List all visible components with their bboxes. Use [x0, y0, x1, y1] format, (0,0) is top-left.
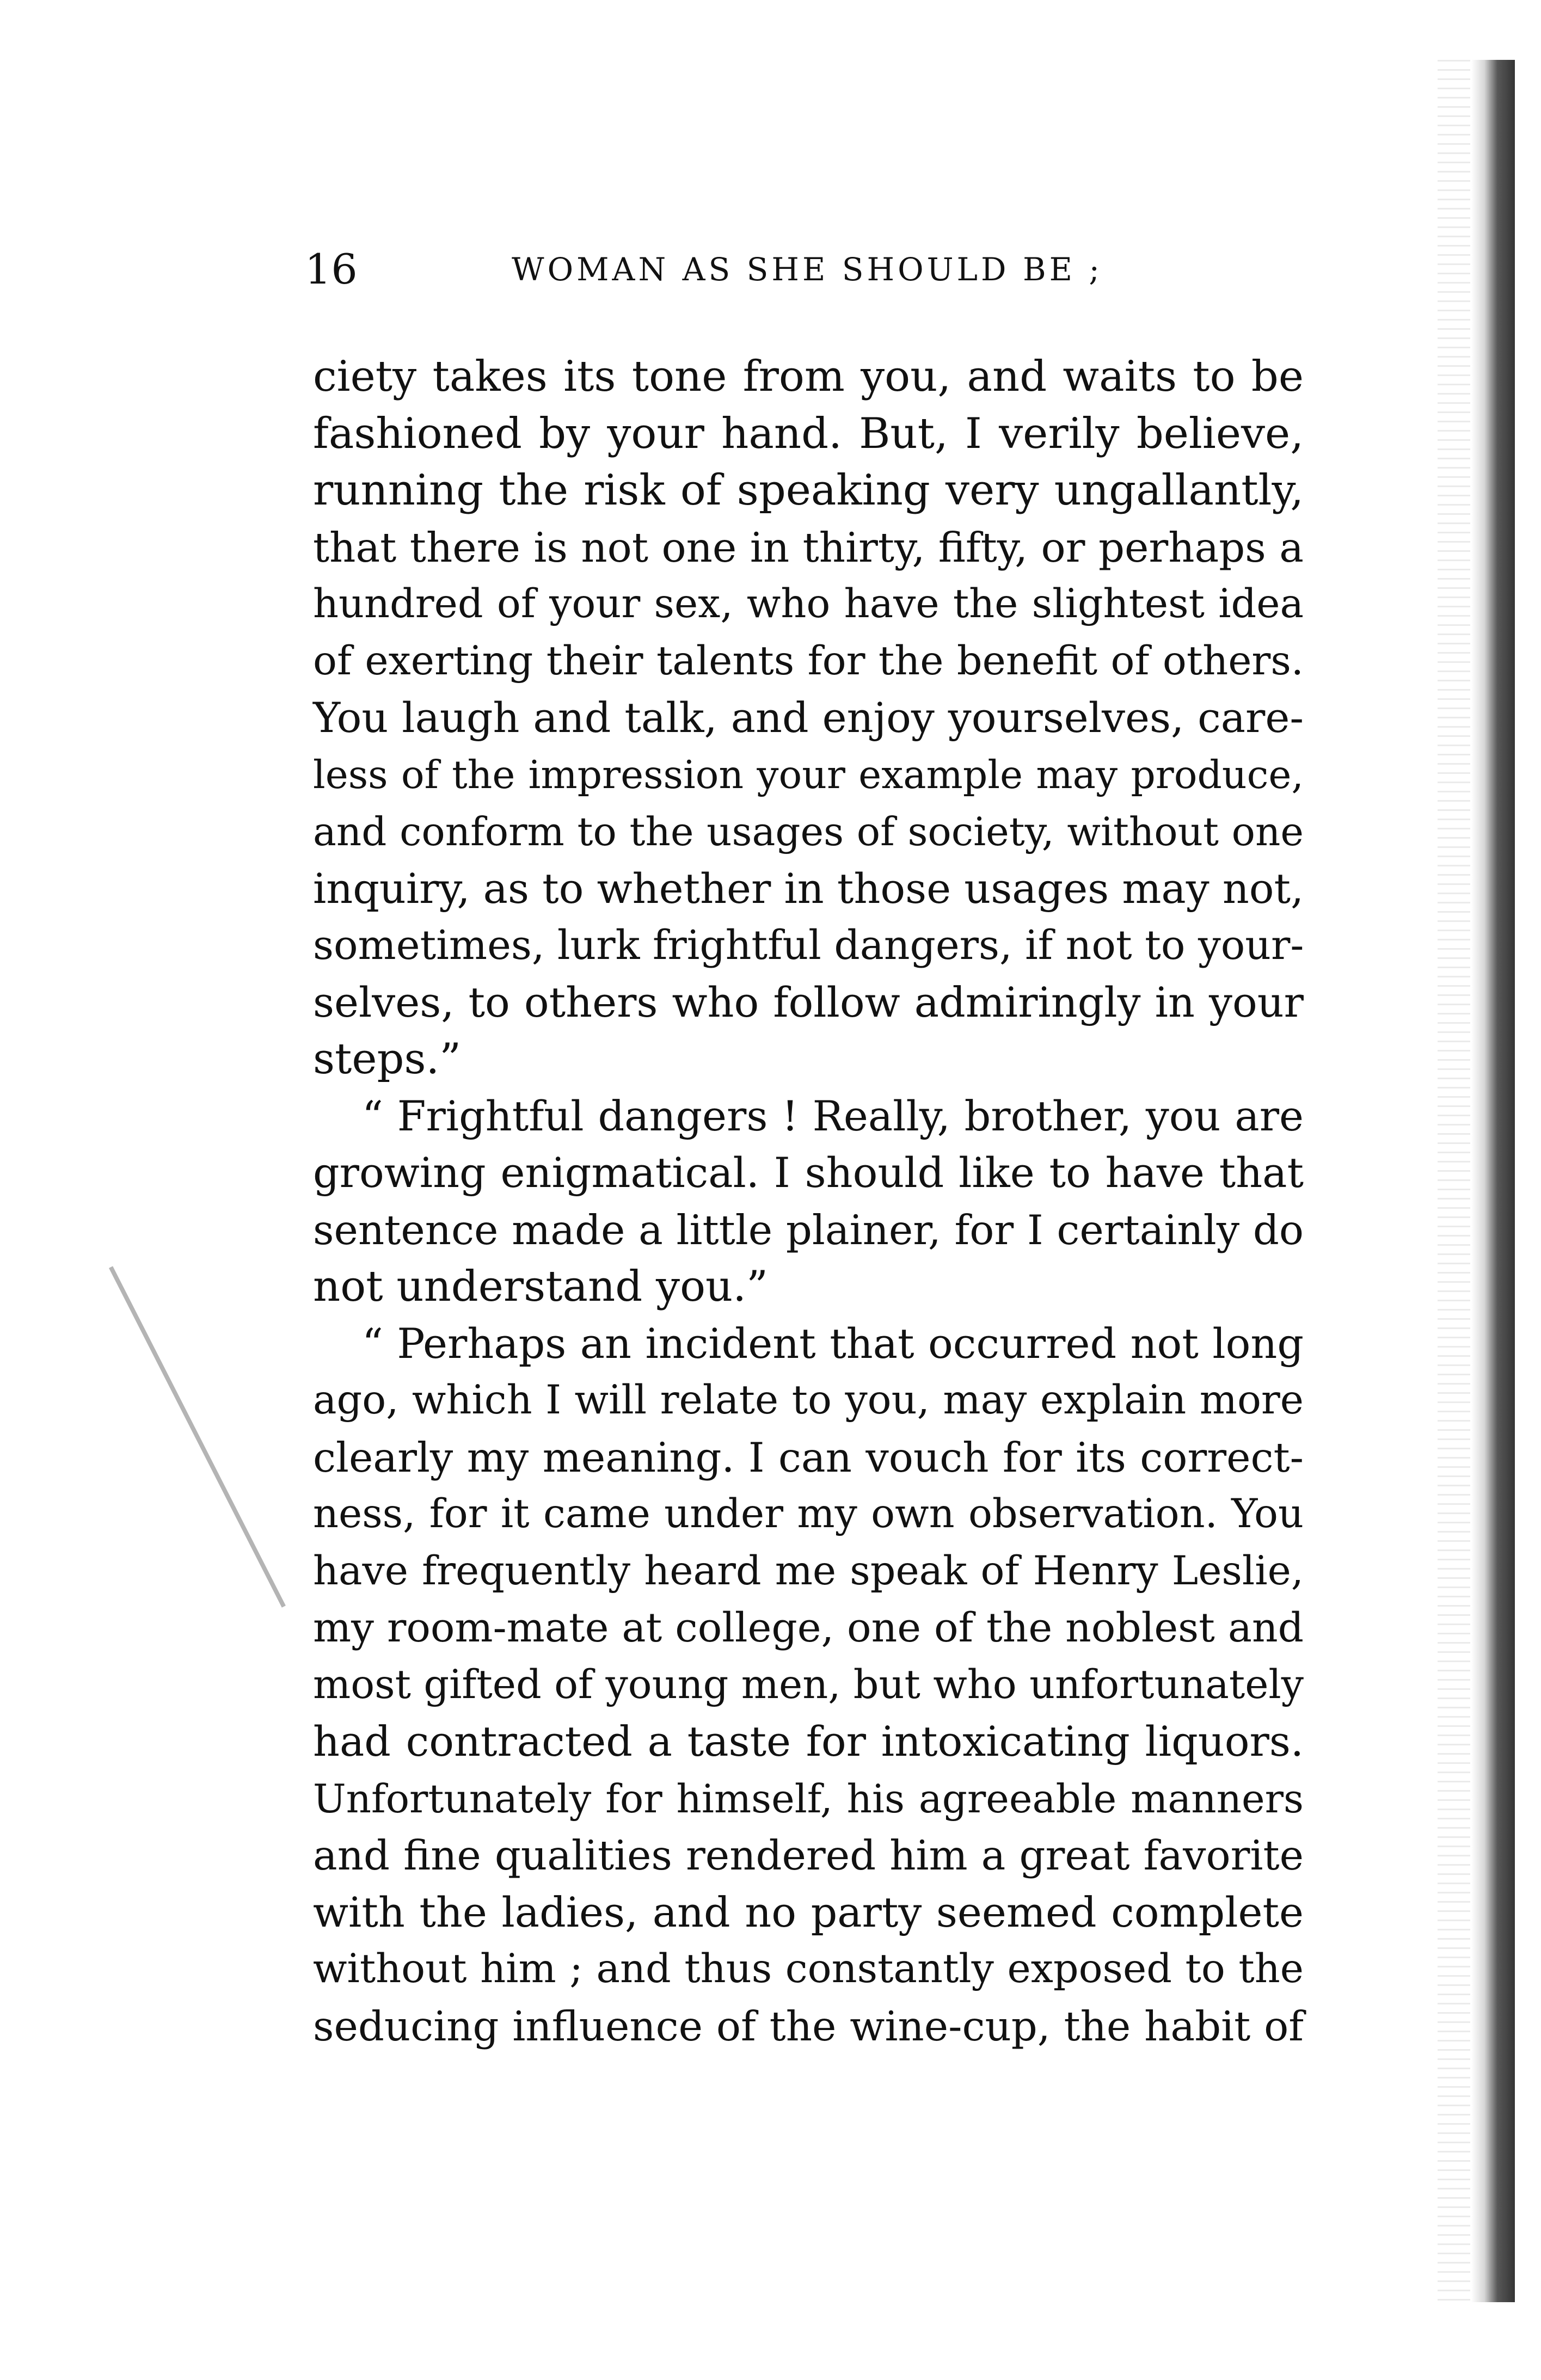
text-line: Unfortunately for himself, his agreeable manners — [313, 1775, 1304, 1822]
text-line: my room-mate at college, one of the noblest and — [313, 1604, 1304, 1651]
text-line: ness, for it came under my own observation. You — [313, 1491, 1304, 1537]
text-line: with the ladies, and no party seemed complete — [313, 1887, 1304, 1936]
text-line: and fine qualities rendered him a great favorite — [313, 1831, 1304, 1879]
text-line: seducing influence of the wine-cup, the habit of — [313, 2002, 1304, 2050]
text-line: most gifted of young men, but who unfortunately — [313, 1661, 1304, 1708]
text-line: sometimes, lurk frightful dangers, if not to your- — [313, 922, 1304, 969]
text-line: have frequently heard me speak of Henry Leslie, — [313, 1547, 1304, 1594]
text-line: running the risk of speaking very ungallantly, — [313, 466, 1304, 515]
page-header — [305, 239, 1317, 299]
text-line: You laugh and talk, and enjoy yourselves, care- — [313, 693, 1304, 742]
text-line: of exerting their talents for the benefit of others. — [313, 637, 1304, 684]
page-number: 16 — [305, 245, 358, 293]
text-line: less of the impression your example may produce, — [313, 752, 1304, 797]
text-line: fashioned by your hand. But, I verily believe, — [313, 409, 1304, 458]
text-line: selves, to others who follow admiringly in your — [313, 977, 1304, 1026]
text-line: that there is not one in thirty, fifty, or perhaps a — [313, 523, 1304, 571]
text-line: “ Frightful dangers ! Really, brother, you are — [362, 1091, 1304, 1140]
text-line: growing enigmatical. I should like to have that — [313, 1148, 1304, 1197]
text-line: ago, which I will relate to you, may explain more — [313, 1377, 1304, 1423]
text-line: without him ; and thus constantly exposed to the — [313, 1946, 1304, 1992]
text-line: hundred of your sex, who have the slightest idea — [313, 581, 1304, 627]
text-line: sentence made a little plainer, for I certainly do — [313, 1206, 1304, 1254]
pencil-mark — [109, 1266, 286, 1607]
text-line: not understand you.” — [313, 1262, 768, 1311]
gutter-speckle — [1438, 60, 1470, 2302]
text-line: ciety takes its tone from you, and waits to be — [313, 352, 1304, 401]
running-head: WOMAN AS SHE SHOULD BE ; — [512, 251, 1103, 288]
text-line: and conform to the usages of society, without one — [313, 809, 1304, 854]
text-line: clearly my meaning. I can vouch for its correct- — [313, 1433, 1304, 1481]
binding-shadow — [1471, 60, 1515, 2302]
text-line: steps.” — [313, 1035, 462, 1084]
text-line: “ Perhaps an incident that occurred not long — [362, 1319, 1304, 1368]
text-line: inquiry, as to whether in those usages may not, — [313, 864, 1304, 913]
text-line: had contracted a taste for intoxicating liquors. — [313, 1717, 1304, 1766]
body-text — [313, 348, 1304, 2055]
